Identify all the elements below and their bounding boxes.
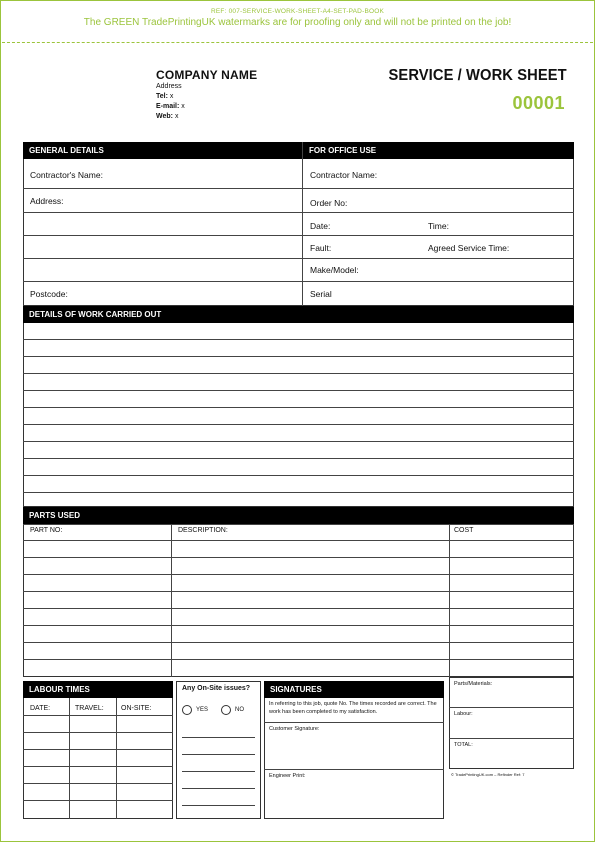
parts-row-line (23, 557, 574, 558)
parts-materials-label: Parts/Materials: (454, 681, 493, 687)
parts-row-line (23, 642, 574, 643)
onsite-writing-line (182, 788, 255, 789)
parts-row-line (23, 591, 574, 592)
serial-label: Serial (310, 289, 332, 299)
document-number: 00001 (512, 93, 565, 113)
row-line (303, 235, 574, 236)
onsite-yes-option[interactable]: YES (182, 705, 208, 715)
grand-total-label: TOTAL: (454, 742, 473, 748)
parts-row-line (23, 625, 574, 626)
work-writing-line (23, 424, 574, 425)
general-details-header: GENERAL DETAILS (23, 142, 303, 159)
parts-header-line (23, 524, 574, 525)
row-line (264, 722, 444, 723)
document-title: SERVICE / WORK SHEET (388, 67, 567, 84)
parts-section (23, 507, 574, 677)
row-line (303, 258, 574, 259)
cost-column-header: COST (454, 527, 474, 534)
labour-row-line (23, 783, 173, 784)
onsite-writing-line (182, 771, 255, 772)
row-line (303, 188, 574, 189)
onsite-writing-line (182, 737, 255, 738)
contractors-name-label: Contractor's Name: (30, 170, 103, 180)
order-no-label: Order No: (310, 198, 348, 208)
row-line (23, 281, 303, 282)
description-column-header: DESCRIPTION: (178, 527, 228, 534)
time-label: Time: (428, 221, 449, 231)
company-email: E-mail: x (156, 103, 185, 110)
work-writing-line (23, 458, 574, 459)
work-writing-line (23, 492, 574, 493)
onsite-no-option[interactable]: NO (221, 705, 244, 715)
company-name: COMPANY NAME (156, 68, 258, 82)
row-line (449, 707, 574, 708)
row-line (303, 281, 574, 282)
engineer-print-label: Engineer Print: (269, 773, 306, 779)
proof-reference: REF: 007-SERVICE-WORK-SHEET-A4-SET-PAD-BOOK (210, 8, 385, 15)
totals-section (449, 677, 574, 769)
labour-section (23, 681, 173, 819)
onsite-writing-line (182, 754, 255, 755)
cut-line (2, 42, 593, 43)
row-line (23, 235, 303, 236)
row-line (449, 738, 574, 739)
company-address: Address (156, 83, 182, 90)
footer-credit: © TradePrintingUK.com – Refinder Ref: 7 (451, 772, 525, 777)
labour-travel-column-header: TRAVEL: (75, 705, 104, 712)
row-line (264, 769, 444, 770)
signatures-header: SIGNATURES (264, 681, 444, 698)
work-writing-line (23, 441, 574, 442)
work-details-header: DETAILS OF WORK CARRIED OUT (23, 306, 574, 323)
column-line (171, 524, 172, 677)
company-block (156, 68, 257, 122)
row-line (23, 258, 303, 259)
labour-row-line (23, 766, 173, 767)
parts-row-line (23, 659, 574, 660)
labour-date-column-header: DATE: (30, 705, 51, 712)
onsite-issues-title: Any On-Site issues? (182, 685, 251, 692)
address-label: Address: (30, 196, 64, 206)
part-no-column-header: PART NO: (30, 527, 63, 534)
postcode-label: Postcode: (30, 289, 68, 299)
signatures-statement: In referring to this job, quote No. The times recorded are correct. The work has been completed to my satisfaction. (269, 701, 437, 715)
labour-total-label: Labour: (454, 711, 473, 717)
radio-circle-icon (221, 705, 231, 715)
parts-used-header: PARTS USED (23, 507, 574, 524)
fault-label: Fault: (310, 243, 332, 253)
work-writing-line (23, 373, 574, 374)
customer-signature-label: Customer Signature: (269, 726, 320, 732)
office-use-header: FOR OFFICE USE (303, 142, 574, 159)
radio-circle-icon (182, 705, 192, 715)
company-tel: Tel: x (156, 93, 174, 100)
labour-onsite-column-header: ON-SITE: (121, 705, 152, 712)
parts-row-line (23, 574, 574, 575)
contractor-name-label: Contractor Name: (310, 170, 378, 180)
labour-row-line (23, 749, 173, 750)
work-writing-line (23, 339, 574, 340)
row-line (23, 188, 303, 189)
labour-times-header: LABOUR TIMES (23, 681, 173, 698)
work-writing-line (23, 356, 574, 357)
work-writing-line (23, 390, 574, 391)
proof-watermark-notice: The GREEN TradePrintingUK watermarks are for proofing only and will not be printed on the job! (83, 17, 512, 28)
parts-row-line (23, 608, 574, 609)
labour-row-line (23, 800, 173, 801)
column-line (449, 524, 450, 677)
date-label: Date: (310, 221, 331, 231)
row-line (23, 212, 303, 213)
work-writing-line (23, 407, 574, 408)
agreed-service-time-label: Agreed Service Time: (428, 243, 510, 253)
work-writing-line (23, 475, 574, 476)
parts-header-line (23, 540, 574, 541)
labour-row-line (23, 715, 173, 716)
row-line (303, 212, 574, 213)
company-web: Web: x (156, 113, 179, 120)
labour-row-line (23, 732, 173, 733)
onsite-writing-line (182, 805, 255, 806)
make-model-label: Make/Model: (310, 265, 359, 275)
onsite-issues-section (176, 681, 261, 819)
